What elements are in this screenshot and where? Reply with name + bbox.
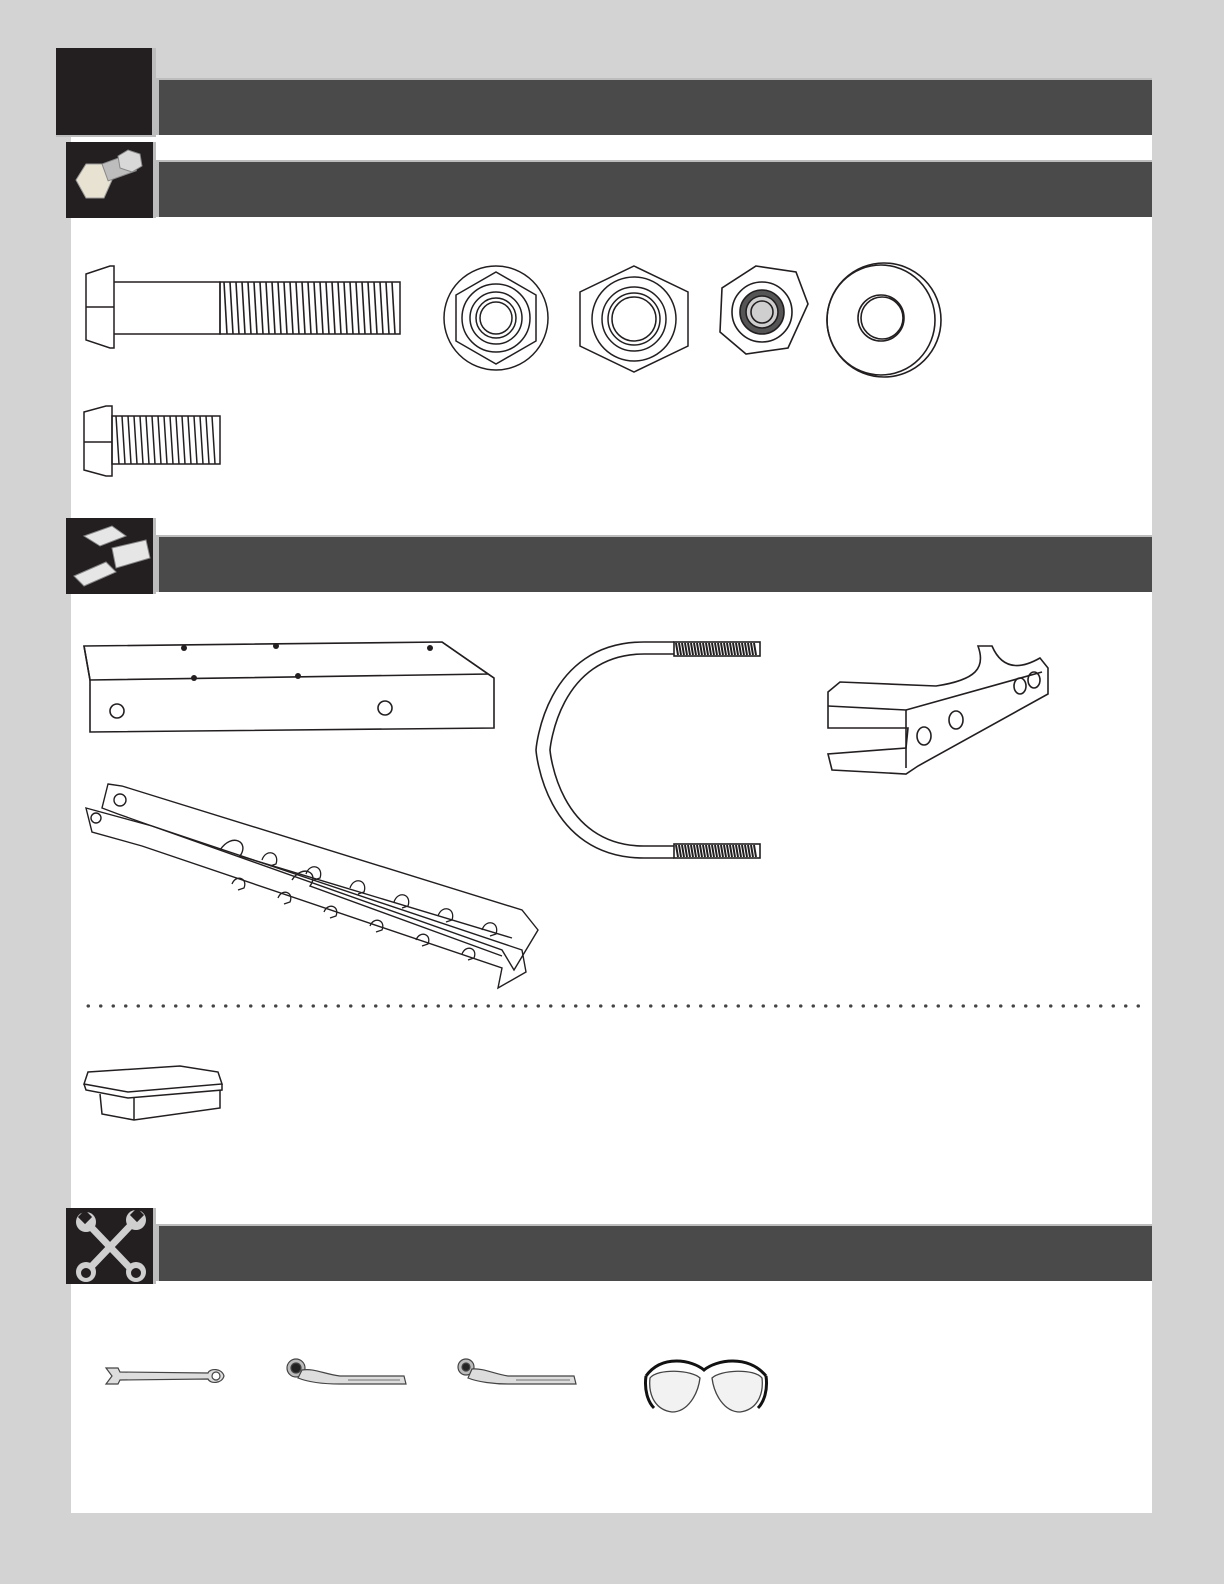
flange-nut: [440, 262, 552, 374]
slotted-rail-pair: [82, 780, 542, 990]
parts-header-bar: [156, 535, 1152, 592]
clevis-bracket: [826, 644, 1062, 778]
step-header-bar: [156, 78, 1152, 135]
short-hex-bolt: [80, 404, 230, 482]
end-cap: [80, 1064, 230, 1122]
safety-glasses: [642, 1350, 772, 1430]
lock-nut: [716, 262, 810, 360]
socket-ratchet-large: [284, 1358, 410, 1390]
hex-nut: [572, 262, 696, 374]
socket-ratchet-small: [456, 1358, 582, 1390]
parts-icon-box: [66, 518, 156, 594]
square-tube-bracket: [82, 640, 502, 740]
section-divider-dots: [82, 1004, 1142, 1008]
flat-washer: [824, 262, 944, 382]
tools-icon-box: [66, 1208, 156, 1284]
tools-header-bar: [156, 1224, 1152, 1281]
crossed-wrenches-icon: [66, 1208, 156, 1284]
long-hex-bolt: [80, 264, 410, 352]
u-bolt: [524, 640, 774, 870]
hardware-header-bar: [156, 160, 1152, 217]
combination-wrench: [104, 1364, 228, 1388]
bolt-and-nut-icon: [66, 142, 156, 218]
hardware-icon-box: [66, 142, 156, 218]
brackets-icon: [66, 518, 156, 594]
step-number-box: [56, 48, 156, 137]
